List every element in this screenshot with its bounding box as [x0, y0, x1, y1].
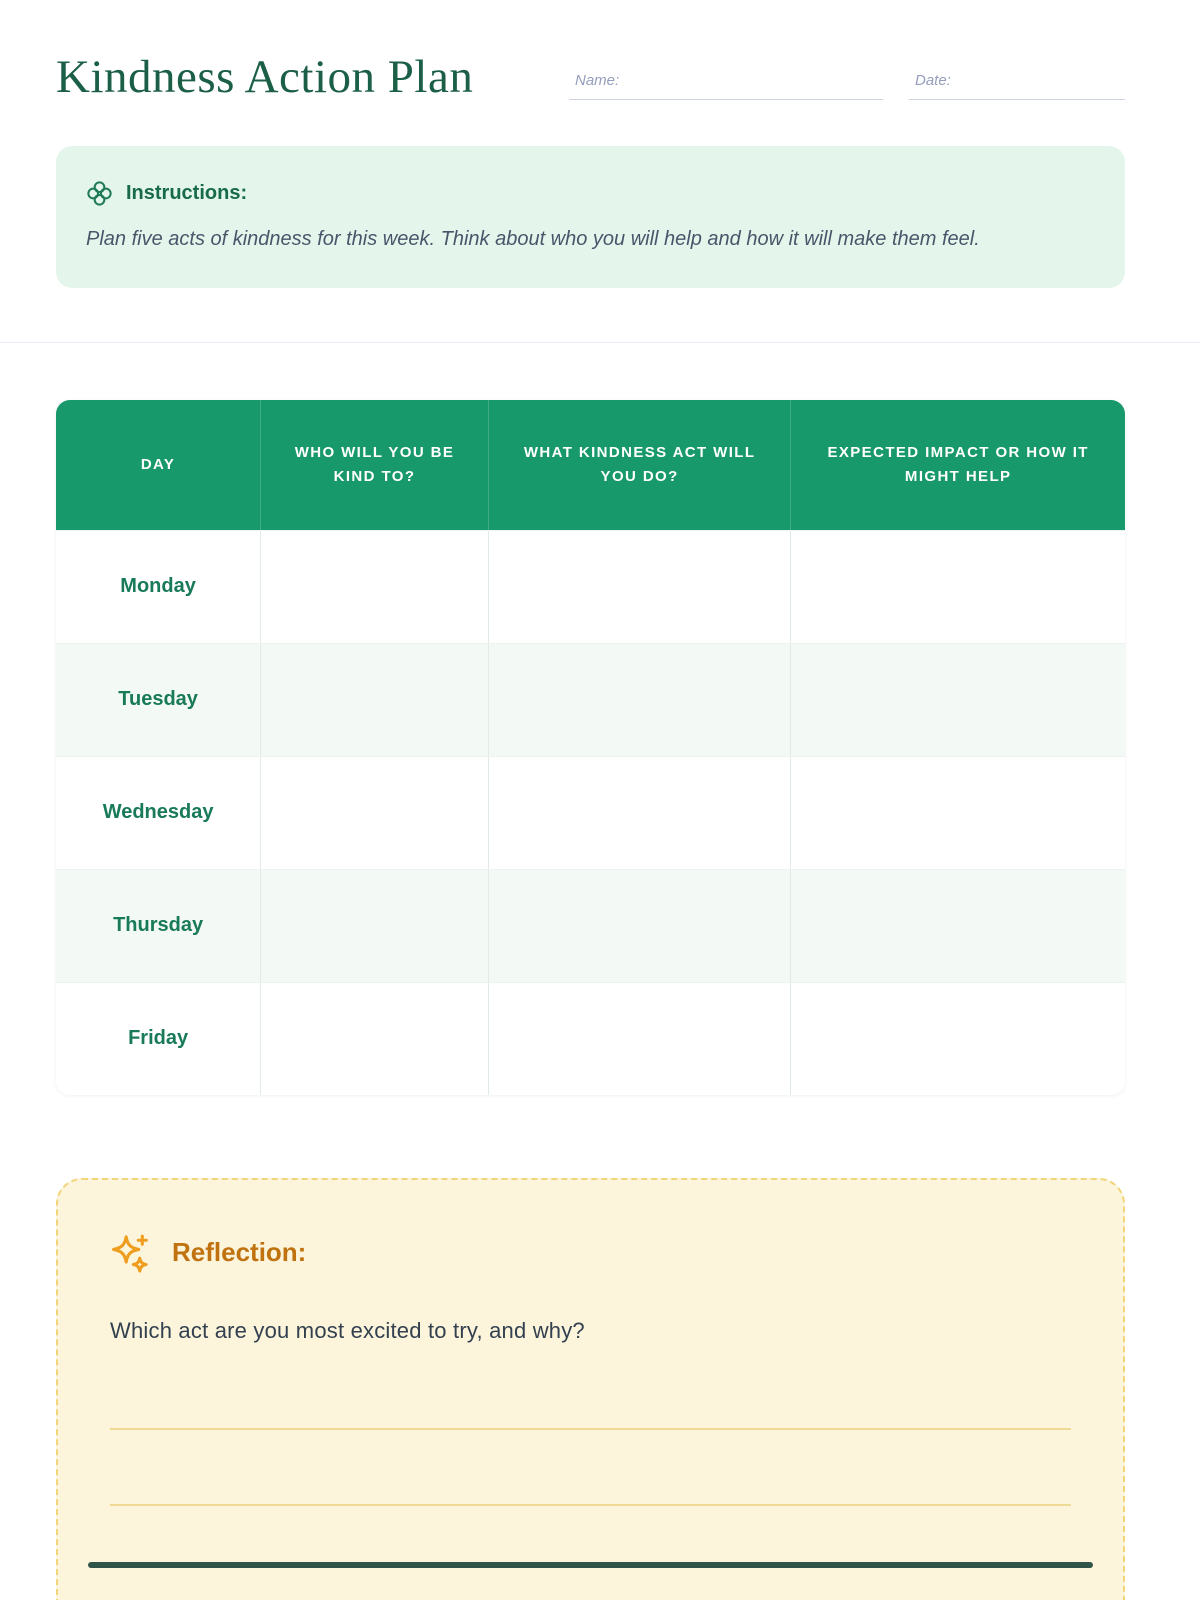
table-row-thursday [56, 869, 1125, 982]
instructions-header [86, 180, 1091, 207]
day-label: Tuesday [118, 688, 198, 711]
reflection-box [56, 1178, 1125, 1600]
who-cell-thursday[interactable] [260, 870, 488, 982]
who-cell-monday[interactable] [260, 531, 488, 643]
day-label: Wednesday [102, 801, 214, 824]
section-divider [0, 342, 1200, 343]
sparkle-plus-icon [110, 1232, 152, 1274]
table-row-friday [56, 982, 1125, 1095]
column-header-act: WHAT KINDNESS ACT WILL YOU DO? [488, 400, 791, 530]
act-cell-tuesday[interactable] [488, 644, 791, 756]
act-cell-thursday[interactable] [488, 870, 791, 982]
partially-visible-divider [88, 1562, 1093, 1568]
table-row-wednesday [56, 756, 1125, 869]
day-label: Thursday [113, 914, 204, 937]
instructions-label: Instructions: [126, 181, 248, 204]
date-field[interactable] [909, 72, 1125, 100]
table-row-tuesday [56, 643, 1125, 756]
kindness-plan-table [56, 400, 1125, 1095]
reflection-question: Which act are you most excited to try, and why? [110, 1317, 585, 1343]
impact-cell-monday[interactable] [790, 531, 1125, 643]
name-label: Name: [575, 71, 620, 89]
page-title: Kindness Action Plan [56, 51, 474, 103]
who-cell-tuesday[interactable] [260, 644, 488, 756]
column-header-day: DAY [140, 456, 176, 474]
column-header-impact: EXPECTED IMPACT OR HOW IT MIGHT HELP [790, 400, 1125, 530]
reflection-header [110, 1232, 1071, 1274]
act-cell-monday[interactable] [488, 531, 791, 643]
table-row-monday [56, 530, 1125, 643]
flower-icon [86, 180, 113, 207]
act-cell-friday[interactable] [488, 983, 791, 1095]
reflection-label: Reflection: [172, 1237, 307, 1268]
impact-cell-friday[interactable] [790, 983, 1125, 1095]
impact-cell-tuesday[interactable] [790, 644, 1125, 756]
who-cell-wednesday[interactable] [260, 757, 488, 869]
table-header-row [56, 400, 1125, 530]
who-cell-friday[interactable] [260, 983, 488, 1095]
answer-line-2[interactable] [110, 1430, 1071, 1506]
act-cell-wednesday[interactable] [488, 757, 791, 869]
header [0, 0, 1200, 104]
impact-cell-thursday[interactable] [790, 870, 1125, 982]
answer-line-1[interactable] [110, 1344, 1071, 1430]
impact-cell-wednesday[interactable] [790, 757, 1125, 869]
column-header-who: WHO WILL YOU BE KIND TO? [260, 400, 488, 530]
instructions-box [56, 146, 1125, 288]
day-label: Monday [120, 575, 196, 598]
day-label: Friday [128, 1027, 189, 1050]
date-label: Date: [915, 71, 951, 89]
name-field[interactable] [569, 72, 883, 100]
instructions-text: Plan five acts of kindness for this week. Think about who you will help and how it will make them feel. [86, 227, 980, 250]
header-fill-fields [569, 72, 1125, 104]
